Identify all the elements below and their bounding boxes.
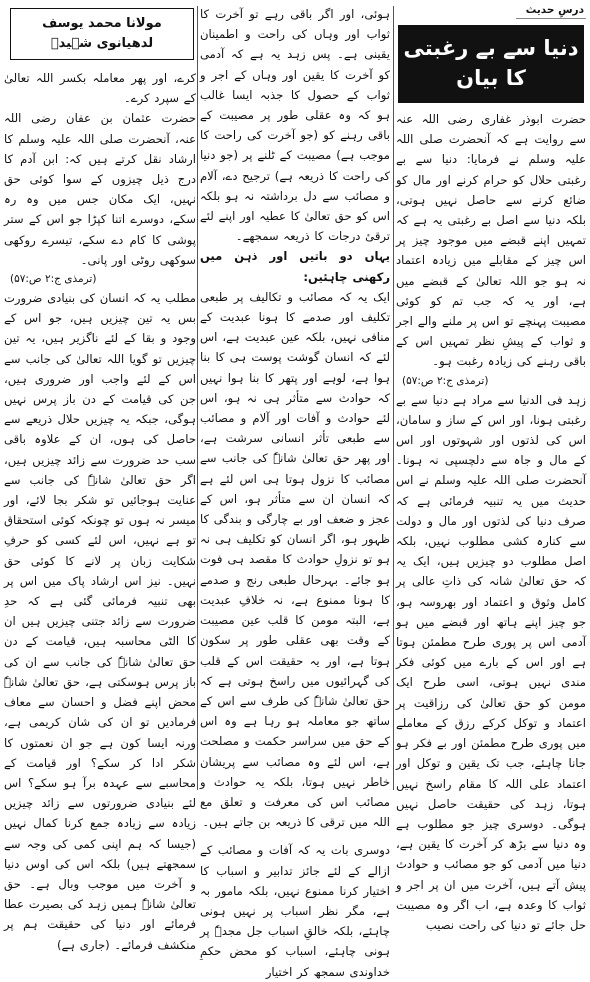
commentary-paragraph: کرے، اور پھر معاملہ بکسر اللہ تعالیٰ کے سپرد کرے۔	[4, 71, 196, 106]
section-label: درسِ حدیث	[516, 4, 586, 19]
column-right	[396, 4, 586, 932]
commentary-paragraph: ہوئی، اور اگر باقی رہے تو آخرت کا ثواب اور وہاں کی راحت و اطمینان یقینی ہے۔ پس زہد یہ ہے کہ آدمی کو آخرت کا یقین اور وہاں کے اجر و ثواب کے حصول کا جذبہ ایسا غالب ہو کہ وہ عقلی طور پر مصیبت کے باقی رہنے کو (جو آخرت کی راحت کا موجب ہے) مصیبت کے ٹلنے پر (جو دنیا کی راحت کا ذریعہ ہے) ترجیح دے، آلام و مصائب سے دل برداشتہ نہ ہو بلکہ اس کو حق تعالیٰ کا عطیہ اور اپنے لئے ترقیٔ درجات کا ذریعہ سمجھے۔	[200, 7, 390, 244]
reference: (ترمذی ج:۲ ص:۵۷)	[10, 273, 97, 286]
author-name: مولانا محمد یوسف لدھیانوی شہیدؒ	[10, 8, 194, 60]
column-middle	[200, 4, 390, 979]
reference: (ترمذی ج:۲ ص:۵۷)	[402, 374, 489, 387]
commentary-paragraph: دوسری بات یہ کہ آفات و مصائب کے ازالے کے لئے جائز تدابیر و اسباب کا اختیار کرنا ممنوع نہیں، بلکہ مامور بہ ہے، مگر نظر اسباب پر نہیں ہونی چاہئے، بلکہ خالقِ اسباب جل مجدہٗ پر ہونی چاہئے، اسباب کو محض حکمِ خداوندی سمجھ کر اختیار	[200, 843, 390, 979]
hadith-paragraph: حضرت ابوذر غفاری رضی اللہ عنہ سے روایت ہے کہ آنحضرت صلی اللہ علیہ وسلم نے فرمایا: دنیا سے بے رغبتی حلال کو حرام کرنے اور مال کو ضائع کرنے سے حاصل نہیں ہوتی، بلکہ دنیا سے اصل بے رغبتی یہ ہے کہ تمہیں اپنے قبضے میں موجود چیز پر اس چیز کے مقابلے میں زیادہ اعتماد نہ ہو جو اللہ تعالیٰ کے قبضے میں ہے، اور یہ کہ جب تم کو کوئی مصیبت پہنچے تو اس پر ملنے والے اجر و ثواب کے پیشِ نظر تمہیں اس کے باقی رہنے کی زیادہ رغبت ہو۔	[396, 112, 586, 369]
column-left	[4, 4, 196, 952]
hadith-paragraph: حضرت عثمان بن عفان رضی اللہ عنہ، آنحضرت صلی اللہ علیہ وسلم کا ارشاد نقل کرتے ہیں کہ: ابن آدم کا درج ذیل چیزوں کے سوا کوئی حق نہیں، ایک مکان جس میں وہ رہ سکے، دوسرے اتنا کپڑا جو اس کے ستر پوشی کا کام دے سکے، تیسرے روکھی سوکھی روٹی اور پانی۔	[4, 111, 196, 267]
commentary-paragraph: مطلب یہ کہ انسان کی بنیادی ضرورت بس یہ تین چیزیں ہیں، جو اس کے وجود و بقا کے لئے ناگزیر ہیں، یہ تین چیزیں تو گویا اللہ تعالیٰ کی جانب سے اس کے لئے واجب اور ضروری ہیں، جن کی قیامت کے دن باز پرس نہیں ہوگی، جبکہ یہ چیزیں حلال ذریعے سے حاصل کی ہوں، ان کے علاوہ باقی سب حد ضرورت سے زائد چیزیں ہیں، اگر حق تعالیٰ شانہٗ کی جانب سے عنایت ہوجائیں تو شکر بجا لائے، اور میسر نہ ہوں تو چونکہ کوئی استحقاق تو ہے نہیں، اس لئے کسی کو حرفِ شکایت زبان پر لانے کا کوئی حق نہیں۔ نیز اس ارشاد پاک میں اس پر بھی تنبیہ فرمائی گئی ہے کہ حدِ ضرورت سے زائد جتنی چیزیں ہیں ان کا الٹی محاسبہ ہیں، قیامت کے دن حق تعالیٰ شانہٗ کی جانب سے ان کی باز پرس ہوسکتی ہے، حق تعالیٰ شانہٗ محض اپنے فضل و احسان سے معاف فرمادیں تو ان کی شان کریمی ہے، ورنہ ایسا کون ہے جو ان نعمتوں کا شکر ادا کر سکے؟ اور قیامت کے محاسبے سے عہدہ برآ ہو سکے؟ اس لئے بنیادی ضرورتوں سے زائد چیزیں زیادہ سے زیادہ جمع کرنا کمال نہیں (جیسا کہ ہم اپنی کمی کی وجہ سے سمجھتے ہیں) بلکہ اس کی اوس دنیا و آخرت میں موجب وبال ہے۔ حق تعالیٰ شانہٗ ہمیں زہد کی بصیرت عطا فرمائے اور دنیا کی حقیقت ہم پر منکشف فرمائے۔ (جاری ہے)	[4, 291, 196, 952]
commentary-paragraph: ایک یہ کہ مصائب و تکالیف پر طبعی تکلیف اور صدمے کا ہونا عبدیت کے منافی نہیں، بلکہ عین عبدیت ہے، اس لئے کہ انسان گوشت پوست ہی کا بنا ہوا ہے، لوہے اور پتھر کا بنا ہوا نہیں کہ حوادث سے متأثر ہی نہ ہو، اس لئے حوادث و آفات اور آلام و مصائب سے طبعی تأثر انسانی سرشت ہے، اور پھر حق تعالیٰ شانہٗ کی جانب سے مصائب کا نزول ہوتا ہی اس لئے ہے کہ انسان ان سے متأثر ہو، اس کے عجز و ضعف اور بے چارگی و بندگی کا ظہور ہو، اگر انسان کو تکلیف ہی نہ ہو تو نزولِ حوادث کا مقصد ہی فوت ہو جائے۔ بہرحال طبعی رنج و صدمے کا ہونا ممنوع ہے، نہ خلافِ عبدیت ہے، البتہ مومن کا قلب عین مصیبت کے وقت بھی عقلی طور پر سکون ہوتا ہے، اور یہ حقیقت اس کے قلب کی گہرائیوں میں راسخ ہوتی ہے کہ حق تعالیٰ شانہٗ کی طرف سے اس کے ساتھ جو معاملہ ہو رہا ہے وہ اس کے حق میں سراسر حکمت و مصلحت ہے، اس لئے وہ مصائب سے پریشان خاطر نہیں ہوتا، بلکہ یہ حوادث و مصائب اس کی معرفت و تعلق مع اللہ میں ترقی کا ذریعہ بن جاتے ہیں۔	[200, 289, 390, 830]
subheading-line: یہاں دو باتیں اور ذہن میں رکھنی چاہئیں:	[200, 249, 390, 284]
column-divider	[197, 6, 198, 790]
commentary-paragraph: زہد فی الدنیا سے مراد ہے دنیا سے بے رغبتی ہونا، اور اس کے ساز و سامان، اس کی لذتوں اور شہوتوں اور اس کے مال و جاہ سے دلچسپی نہ ہونا۔ آنحضرت صلی اللہ علیہ وسلم نے اس حدیث میں یہ تنبیہ فرمائی ہے کہ صرف دنیا کی لذتوں اور مال و دولت سے کنارہ کشی مطلوب نہیں، بلکہ اصل مطلوب دو چیزیں ہیں، ایک یہ کہ حق تعالیٰ شانہ کی ذاتِ عالی پر کامل وثوق و اعتماد اور بھروسہ ہو، جو چیز اپنے ہاتھ اور قبضے میں ہو آدمی اس پر پوری طرح مطمئن ہوتا ہے اور اس کے بارے میں کوئی فکر مندی نہیں ہوتی، اسی طرح ایک مومن کو حق تعالیٰ کی رزاقیت پر اعتماد و توکل کرکے رزق کے معاملے میں پوری طرح مطمئن اور بے فکر ہو جانا چاہئے، جب تک یقین و توکل اور اعتماد علی اللہ کا مقام راسخ نہیں ہوتا، زہد کی حقیقت حاصل نہیں ہوگی۔ دوسری چیز جو مطلوب ہے وہ دنیا سے بڑھ کر آخرت کا یقین ہے، دنیا میں آدمی کو جو مصائب و حوادث پیش آتے ہیں، آخرت میں ان پر اجر و ثواب کا وعدہ ہے، اب اگر وہ مصیبت حل جائے تو دنیا کی راحت نصیب	[396, 392, 586, 932]
article-title: دنیا سے بے رغبتی کا بیان	[398, 25, 584, 103]
column-divider	[393, 6, 394, 790]
